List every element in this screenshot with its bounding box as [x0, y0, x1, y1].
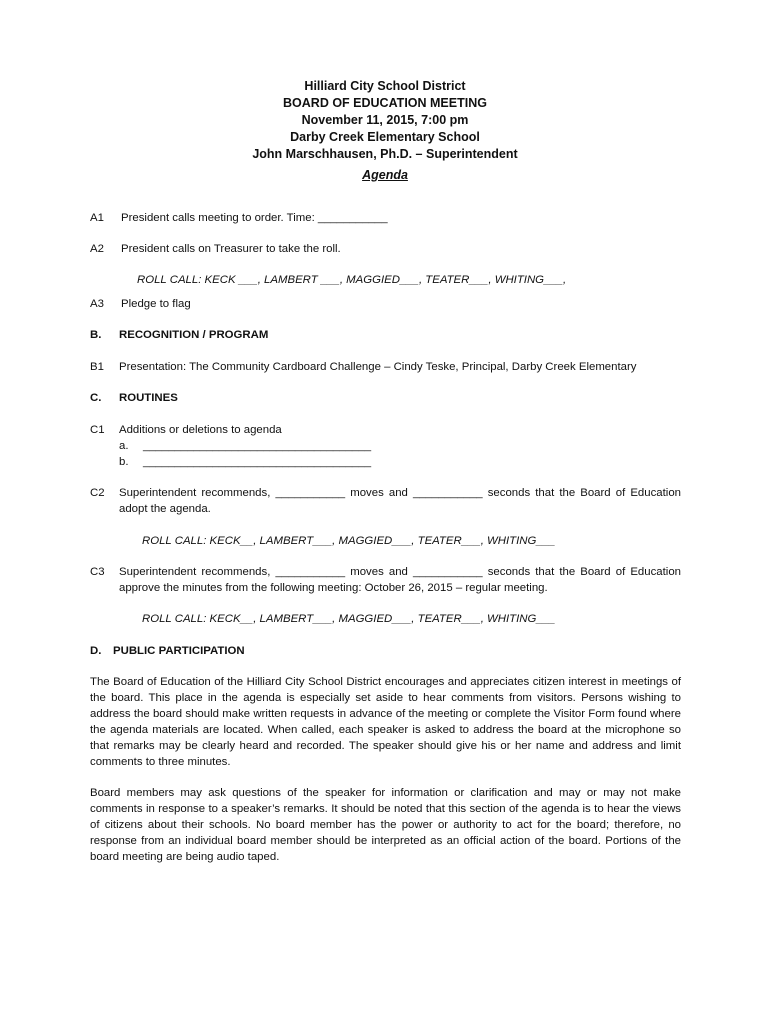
district-name: Hilliard City School District	[304, 79, 466, 93]
section-d-title: PUBLIC PARTICIPATION	[113, 645, 245, 657]
meeting-location: Darby Creek Elementary School	[290, 130, 480, 144]
item-a3-code: A3	[90, 298, 104, 310]
item-b1-code: B1	[90, 361, 104, 373]
public-participation-paragraph-2: Board members may ask questions of the speaker for information or clarification and may or may not make comments in response to a speaker’s remarks. It should be noted that this section of the agenda is to hear the views of citizens about their schools. No board member has the power or authority to act for the board; therefore, no response from an individual board member should be interpreted as an official action of the board. Portions of the board meeting are being audio taped.	[90, 787, 681, 863]
public-participation-paragraph-1: The Board of Education of the Hilliard City School District encourages and appreciates citizen interest in meetings of the board. This place in the agenda is especially set aside to hear comments from visitors. Persons wishing to address the board should make written requests in advance of the meeting or complete the Visitor Form found where the agenda materials are located. When called, each speaker is asked to address the board at the microphone so that remarks may be clearly heard and recorded. The speaker should give his or her name and address and limit comments to three minutes.	[90, 676, 681, 768]
item-c1-sub-b-label: b.	[119, 456, 129, 468]
item-a1-code: A1	[90, 212, 104, 224]
item-a2-text: President calls on Treasurer to take the roll.	[121, 243, 341, 255]
roll-call-1: ROLL CALL: KECK ___, LAMBERT ___, MAGGIED___, TEATER___, WHITING___,	[137, 274, 567, 286]
section-b-title: RECOGNITION / PROGRAM	[119, 329, 269, 341]
item-b1-text: Presentation: The Community Cardboard Challenge – Cindy Teske, Principal, Darby Creek Elementary	[119, 361, 637, 373]
section-d-code: D.	[90, 645, 102, 657]
section-c-code: C.	[90, 392, 102, 404]
roll-call-2: ROLL CALL: KECK__, LAMBERT___, MAGGIED___, TEATER___, WHITING___	[142, 535, 556, 547]
agenda-heading: Agenda	[362, 168, 408, 182]
item-c1-text: Additions or deletions to agenda	[119, 424, 282, 436]
meeting-date: November 11, 2015, 7:00 pm	[301, 113, 469, 127]
item-a1-text: President calls meeting to order. Time: ___________	[121, 212, 388, 224]
item-c2-code: C2	[90, 487, 105, 499]
meeting-title: BOARD OF EDUCATION MEETING	[283, 96, 487, 110]
document-header	[0, 78, 770, 184]
item-c1-sub-b-blank: ____________________________________	[143, 456, 372, 468]
item-c1-sub-a-blank: ____________________________________	[143, 440, 372, 452]
roll-call-3: ROLL CALL: KECK__, LAMBERT___, MAGGIED___, TEATER___, WHITING___	[142, 613, 556, 625]
item-c3-code: C3	[90, 566, 105, 578]
item-c1-code: C1	[90, 424, 105, 436]
item-a2-code: A2	[90, 243, 104, 255]
item-a3-text: Pledge to flag	[121, 298, 191, 310]
section-c-title: ROUTINES	[119, 392, 178, 404]
item-c2-text: Superintendent recommends, ___________ moves and ___________ seconds that the Board of Education adopt the agenda.	[119, 487, 681, 515]
item-c1-sub-a-label: a.	[119, 440, 129, 452]
superintendent-name: John Marschhausen, Ph.D. – Superintendent	[252, 147, 518, 161]
item-c3-text: Superintendent recommends, ___________ moves and ___________ seconds that the Board of Education approve the minutes from the following meeting: October 26, 2015 – regular meeting.	[119, 566, 681, 594]
section-b-code: B.	[90, 329, 102, 341]
